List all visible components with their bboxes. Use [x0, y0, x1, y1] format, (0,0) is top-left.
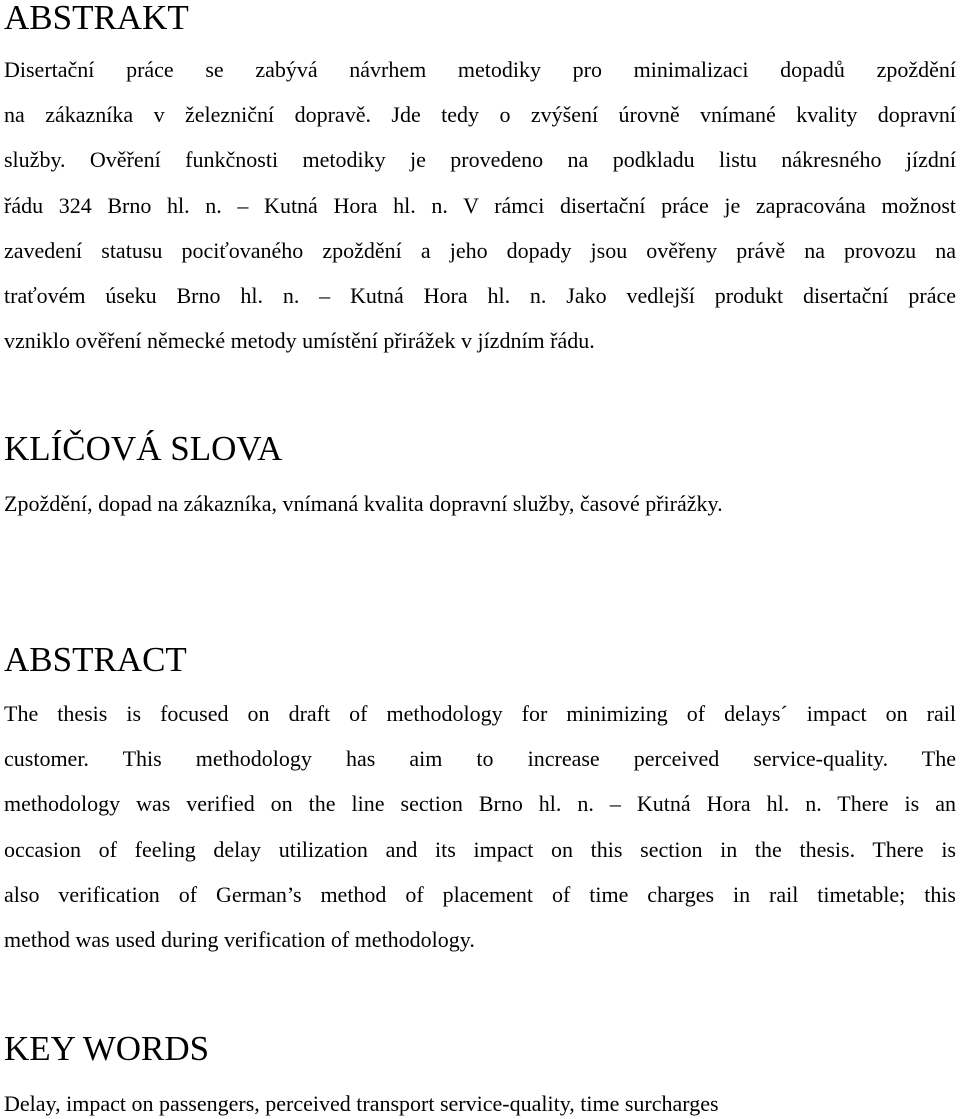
abstract-heading: ABSTRACT: [4, 640, 187, 679]
abstract-line: customer. This methodology has aim to increase perceived service-quality. The: [4, 746, 956, 772]
klicova-slova-heading: KLÍČOVÁ SLOVA: [4, 429, 283, 468]
abstract-line: occasion of feeling delay utilization and its impact on this section in the thesis. There is: [4, 836, 956, 862]
abstrakt-line: služby. Ověření funkčnosti metodiky je provedeno na podkladu listu nákresného jízdní: [4, 147, 956, 173]
abstrakt-heading: ABSTRAKT: [4, 0, 189, 37]
abstrakt-line: zavedení statusu pociťovaného zpoždění a jeho dopady jsou ověřeny právě na provozu na: [4, 237, 956, 263]
abstract-line: method was used during verification of methodology.: [4, 926, 475, 952]
key-words-text: Delay, impact on passengers, perceived transport service-quality, time surcharges: [4, 1091, 719, 1116]
abstrakt-paragraph: [4, 47, 956, 363]
abstrakt-line: na zákazníka v železniční dopravě. Jde tedy o zvýšení úrovně vnímané kvality dopravní: [4, 102, 956, 128]
abstrakt-line: vzniklo ověření německé metody umístění přirážek v jízdním řádu.: [4, 328, 595, 354]
klicova-slova-text: Zpoždění, dopad na zákazníka, vnímaná kvalita dopravní služby, časové přirážky.: [4, 491, 723, 516]
abstract-line: also verification of German’s method of placement of time charges in rail timetable; this: [4, 881, 956, 907]
abstrakt-line: traťovém úseku Brno hl. n. – Kutná Hora hl. n. Jako vedlejší produkt disertační práce: [4, 282, 956, 308]
abstrakt-line: řádu 324 Brno hl. n. – Kutná Hora hl. n. V rámci disertační práce je zapracována možnost: [4, 192, 956, 218]
abstrakt-line: Disertační práce se zabývá návrhem metodiky pro minimalizaci dopadů zpoždění: [4, 57, 956, 82]
abstract-paragraph: [4, 691, 956, 962]
key-words-heading: KEY WORDS: [4, 1029, 210, 1068]
abstract-line: methodology was verified on the line section Brno hl. n. – Kutná Hora hl. n. There is an: [4, 791, 956, 817]
abstract-line: The thesis is focused on draft of methodology for minimizing of delays´ impact on rail: [4, 701, 956, 726]
